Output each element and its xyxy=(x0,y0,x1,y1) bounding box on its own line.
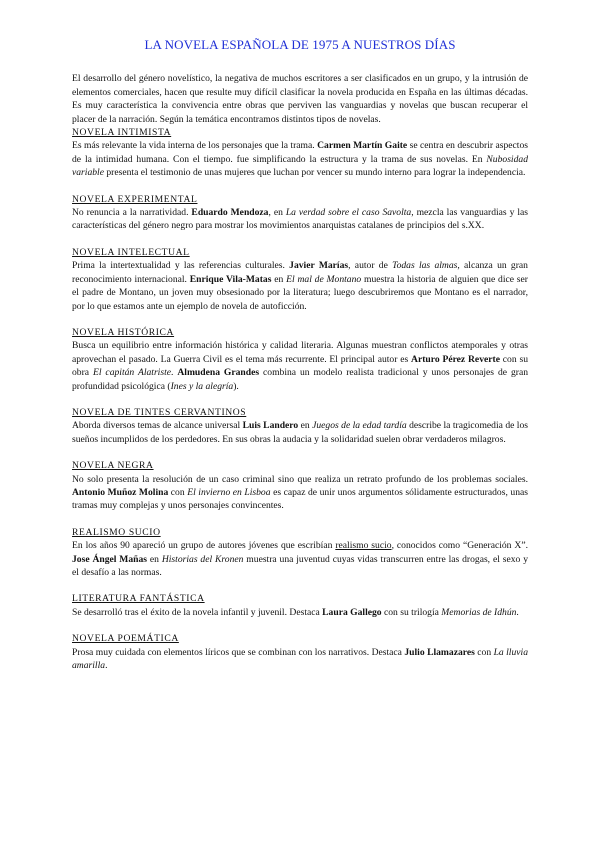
section-body: Busca un equilibrio entre información histórica y calidad literaria. Algunas muestran conflictos atemporales y otras aprovechan el pasado. La Guerra Civil es el tema más recurrente. El principal autor es Arturo Pérez Reverte con su obra El capitán Alatriste. Almudena Grandes combina un modelo realista tradicional y unos personajes de gran profundidad psicológica (Ines y la alegría). xyxy=(72,340,528,392)
section-heading: NOVELA POEMÁTICA xyxy=(72,633,179,645)
work-title: La verdad sobre el caso Savolta xyxy=(285,207,412,219)
section-poematica xyxy=(72,632,528,672)
author-name: Jose Ángel Mañas xyxy=(72,553,148,565)
work-title: El invierno en Lisboa xyxy=(187,486,271,498)
term-underlined: realismo sucio xyxy=(335,540,392,552)
section-body: No renuncia a la narratividad. Eduardo Mendoza, en La verdad sobre el caso Savolta, mezcla las vanguardias y las características del género negro para mostrar los movimientos anarquistas catalanes de principios del s.XX. xyxy=(72,207,528,232)
work-title: Memorias de Idhún xyxy=(441,606,517,618)
work-title: Todas las almas xyxy=(392,260,458,272)
work-title: Ines y la alegría xyxy=(170,380,234,392)
work-title: Historias del Kronen xyxy=(161,553,244,565)
author-name: Luis Landero xyxy=(242,420,299,432)
section-realismo-sucio xyxy=(72,526,528,580)
author-name: Almudena Grandes xyxy=(177,367,260,379)
section-body: Aborda diversos temas de alcance universal Luis Landero en Juegos de la edad tardía describe la tragicomedia de los sueños incumplidos de los perdedores. En sus obras la audacia y la solidaridad suelen obrar verdaderos milagros. xyxy=(72,420,528,445)
section-cervantinos xyxy=(72,406,528,446)
section-heading: NOVELA EXPERIMENTAL xyxy=(72,193,198,205)
work-title: El capitán Alatriste xyxy=(92,367,172,379)
section-heading: NOVELA HISTÓRICA xyxy=(72,326,175,338)
section-body: Prosa muy cuidada con elementos líricos que se combinan con los narrativos. Destaca Julio Llamazares con La lluvia amarilla. xyxy=(72,646,528,672)
section-historica xyxy=(72,326,528,393)
section-experimental xyxy=(72,193,528,233)
section-body: No solo presenta la resolución de un caso criminal sino que realiza un retrato profundo de los problemas sociales. Antonio Muñoz Molina con El invierno en Lisboa es capaz de unir unos argumentos sólidamente estructurados, unas tramas muy complejas y unos personajes convincentes. xyxy=(72,473,528,512)
section-body: Es más relevante la vida interna de los personajes que la trama. Carmen Martín Gaite se centra en descubrir aspectos de la intimidad humana. Con el tiempo. fue simplificando la estructura y la trama de sus novelas. En Nubosidad variable presenta el testimonio de unas mujeres que luchan por vencer su mundo interno para lograr la independencia. xyxy=(72,140,528,179)
work-title: Juegos de la edad tardía xyxy=(312,420,407,432)
author-name: Julio Llamazares xyxy=(404,646,475,658)
document-page xyxy=(72,38,528,685)
section-heading: LITERATURA FANTÁSTICA xyxy=(72,593,205,605)
intro-paragraph: El desarrollo del género novelístico, la negativa de muchos escritores a ser clasificados en un grupo, y la intrusión de elementos comerciales, hacen que resulte muy difícil clasificar la novela producida en España en las últimas décadas. Es muy característica la convivencia entre obras que perviven las vanguardias y novelas que buscan recuperar el placer de la narración. Según la temática encontramos distintos tipos de novelas. xyxy=(72,73,528,125)
work-title: La lluvia amarilla xyxy=(72,646,528,672)
section-heading: NOVELA INTIMISTA xyxy=(72,127,172,139)
section-heading: NOVELA INTELECTUAL xyxy=(72,246,190,258)
section-heading: REALISMO SUCIO xyxy=(72,526,161,538)
author-name: Laura Gallego xyxy=(322,606,382,618)
section-body: Prima la intertextualidad y las referencias culturales. Javier Marías, autor de Todas las almas, alcanza un gran reconocimiento internacional. Enrique Vila-Matas en El mal de Montano muestra la historia de alguien que dice ser el padre de Montano, un joven muy obsesionado por la literatura; luego descubriremos que Montano es el narrador, por lo que estamos ante un ejemplo de novela de autoficción. xyxy=(72,260,528,312)
author-name: Enrique Vila-Matas xyxy=(189,273,272,285)
author-name: Carmen Martín Gaite xyxy=(317,140,408,152)
section-intimista xyxy=(72,126,528,180)
section-fantastica xyxy=(72,592,528,619)
section-heading: NOVELA NEGRA xyxy=(72,460,154,472)
work-title: El mal de Montano xyxy=(286,273,362,285)
author-name: Eduardo Mendoza xyxy=(191,207,269,219)
section-body: Se desarrolló tras el éxito de la novela infantil y juvenil. Destaca Laura Gallego con su trilogía Memorias de Idhún. xyxy=(72,606,519,618)
author-name: Javier Marías xyxy=(289,260,349,272)
author-name: Antonio Muñoz Molina xyxy=(72,486,169,498)
work-title: Nubosidad variable xyxy=(72,153,528,179)
section-intelectual xyxy=(72,246,528,313)
section-negra xyxy=(72,459,528,513)
author-name: Arturo Pérez Reverte xyxy=(411,353,500,365)
page-title: LA NOVELA ESPAÑOLA DE 1975 A NUESTROS DÍAS xyxy=(144,37,456,52)
section-heading: NOVELA DE TINTES CERVANTINOS xyxy=(72,406,247,418)
section-body: En los años 90 apareció un grupo de autores jóvenes que escribían realismo sucio, conocidos como “Generación X”. Jose Ángel Mañas en Historias del Kronen muestra una juventud cuyas vidas transcurren entre las drogas, el sexo y el desafío a las normas. xyxy=(72,540,528,578)
